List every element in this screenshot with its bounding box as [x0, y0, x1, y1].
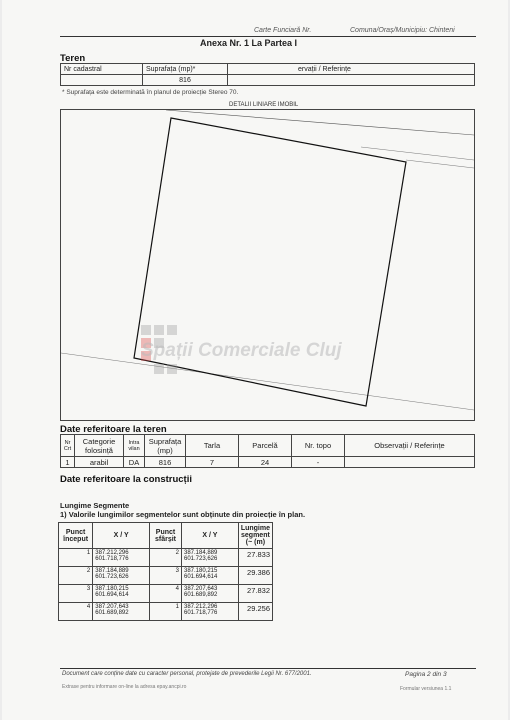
cell-start: 3	[59, 585, 93, 603]
plan-frame	[60, 109, 475, 421]
teren-table	[60, 63, 475, 86]
suprafata-value: 816	[143, 75, 228, 86]
cell-length: 27.832	[238, 585, 272, 603]
th-lungime: Lungime segment (~ (m)	[238, 523, 272, 549]
cell-start-xy: 387.207,643 601.689,892	[93, 603, 150, 621]
table-row	[59, 549, 273, 567]
th-suprafata: Suprafața (mp)	[145, 435, 186, 457]
header-rule	[60, 36, 476, 37]
cell-nr-crt: 1	[61, 457, 75, 468]
cell-start-xy: 387.212,296 601.718,776	[93, 549, 150, 567]
neighbor-line-top	[166, 110, 474, 135]
segmente-table	[58, 522, 273, 621]
table-row	[59, 567, 273, 585]
observatii-value	[228, 75, 475, 86]
table-row	[59, 603, 273, 621]
th-categorie: Categorie folosință	[75, 435, 124, 457]
table-row	[59, 585, 273, 603]
cell-start: 1	[59, 549, 93, 567]
footer-doc-note: Document care conține date cu caracter personal, protejate de prevederile Legii Nr. 677/2001.	[62, 671, 312, 677]
th-intra-vilan: Intra vilan	[124, 435, 145, 457]
watermark-text: Spații Comerciale Cluj	[141, 340, 342, 361]
th-punct-sfarsit: Punct sfârșit	[150, 523, 182, 549]
cell-end: 4	[150, 585, 182, 603]
cell-start: 2	[59, 567, 93, 585]
anexa-title: Anexa Nr. 1 La Partea I	[200, 38, 298, 48]
cell-tarla: 7	[186, 457, 239, 468]
cell-end: 3	[150, 567, 182, 585]
plan-title: DETALII LINIARE IMOBIL	[229, 102, 299, 108]
cell-end-xy: 387.212,296 601.718,776	[181, 603, 238, 621]
th-xy-end: X / Y	[181, 523, 238, 549]
cell-start-xy: 387.180,215 601.694,614	[93, 585, 150, 603]
document-page	[2, 0, 508, 720]
th-parcela: Parcelă	[239, 435, 292, 457]
cadastral-value	[61, 75, 143, 86]
cell-start: 4	[59, 603, 93, 621]
th-nr-crt: Nr Crt	[61, 435, 75, 457]
col-suprafata: Suprafața (mp)*	[143, 64, 228, 75]
col-observatii: ervații / Referințe	[228, 64, 475, 75]
footer-rule	[60, 668, 476, 669]
cell-nr-topo: -	[292, 457, 345, 468]
parcel-plan-drawing	[61, 110, 474, 420]
footer-version: Formular versiunea 1.1	[400, 686, 452, 692]
neighbor-line-upper2	[406, 160, 474, 168]
cell-suprafata: 816	[145, 457, 186, 468]
cell-observatii	[345, 457, 475, 468]
teren-data-table	[60, 434, 475, 468]
teren-title: Teren	[60, 53, 86, 64]
cell-end-xy: 387.184,889 601.723,626	[181, 549, 238, 567]
th-observatii: Observații / Referințe	[345, 435, 475, 457]
segmente-title: Lungime Segmente	[60, 501, 130, 510]
cell-intra-vilan: DA	[124, 457, 145, 468]
cell-length: 29.386	[238, 567, 272, 585]
cell-end: 1	[150, 603, 182, 621]
cell-length: 27.833	[238, 549, 272, 567]
teren-data-title: Date referitoare la teren	[60, 424, 167, 435]
th-tarla: Tarla	[186, 435, 239, 457]
footer-page: Pagina 2 din 3	[405, 671, 447, 678]
cell-end: 2	[150, 549, 182, 567]
cell-end-xy: 387.207,643 601.689,892	[181, 585, 238, 603]
parcel-outline	[134, 118, 406, 406]
cell-categorie: arabil	[75, 457, 124, 468]
cell-parcela: 24	[239, 457, 292, 468]
th-xy-start: X / Y	[93, 523, 150, 549]
th-punct-inceput: Punct început	[59, 523, 93, 549]
comuna-label: Comuna/Oraș/Municipiu: Chinteni	[350, 27, 455, 34]
th-nr-topo: Nr. topo	[292, 435, 345, 457]
cell-length: 29.256	[238, 603, 272, 621]
cell-start-xy: 387.184,889 601.723,626	[93, 567, 150, 585]
footer-info: Extrase pentru informare on-line la adresa epay.ancpi.ro	[62, 684, 187, 690]
carte-funciara-label: Carte Funciară Nr.	[254, 27, 312, 34]
neighbor-line-upper	[361, 147, 474, 160]
cell-end-xy: 387.180,215 601.694,614	[181, 567, 238, 585]
segmente-subtitle: 1) Valorile lungimilor segmentelor sunt obținute din proiecție în plan.	[60, 510, 306, 519]
constructii-title: Date referitoare la construcții	[60, 474, 192, 485]
col-cadastral: Nr cadastral	[61, 64, 143, 75]
suprafata-note: * Suprafața este determinată în planul de proiecție Stereo 70.	[62, 89, 239, 96]
